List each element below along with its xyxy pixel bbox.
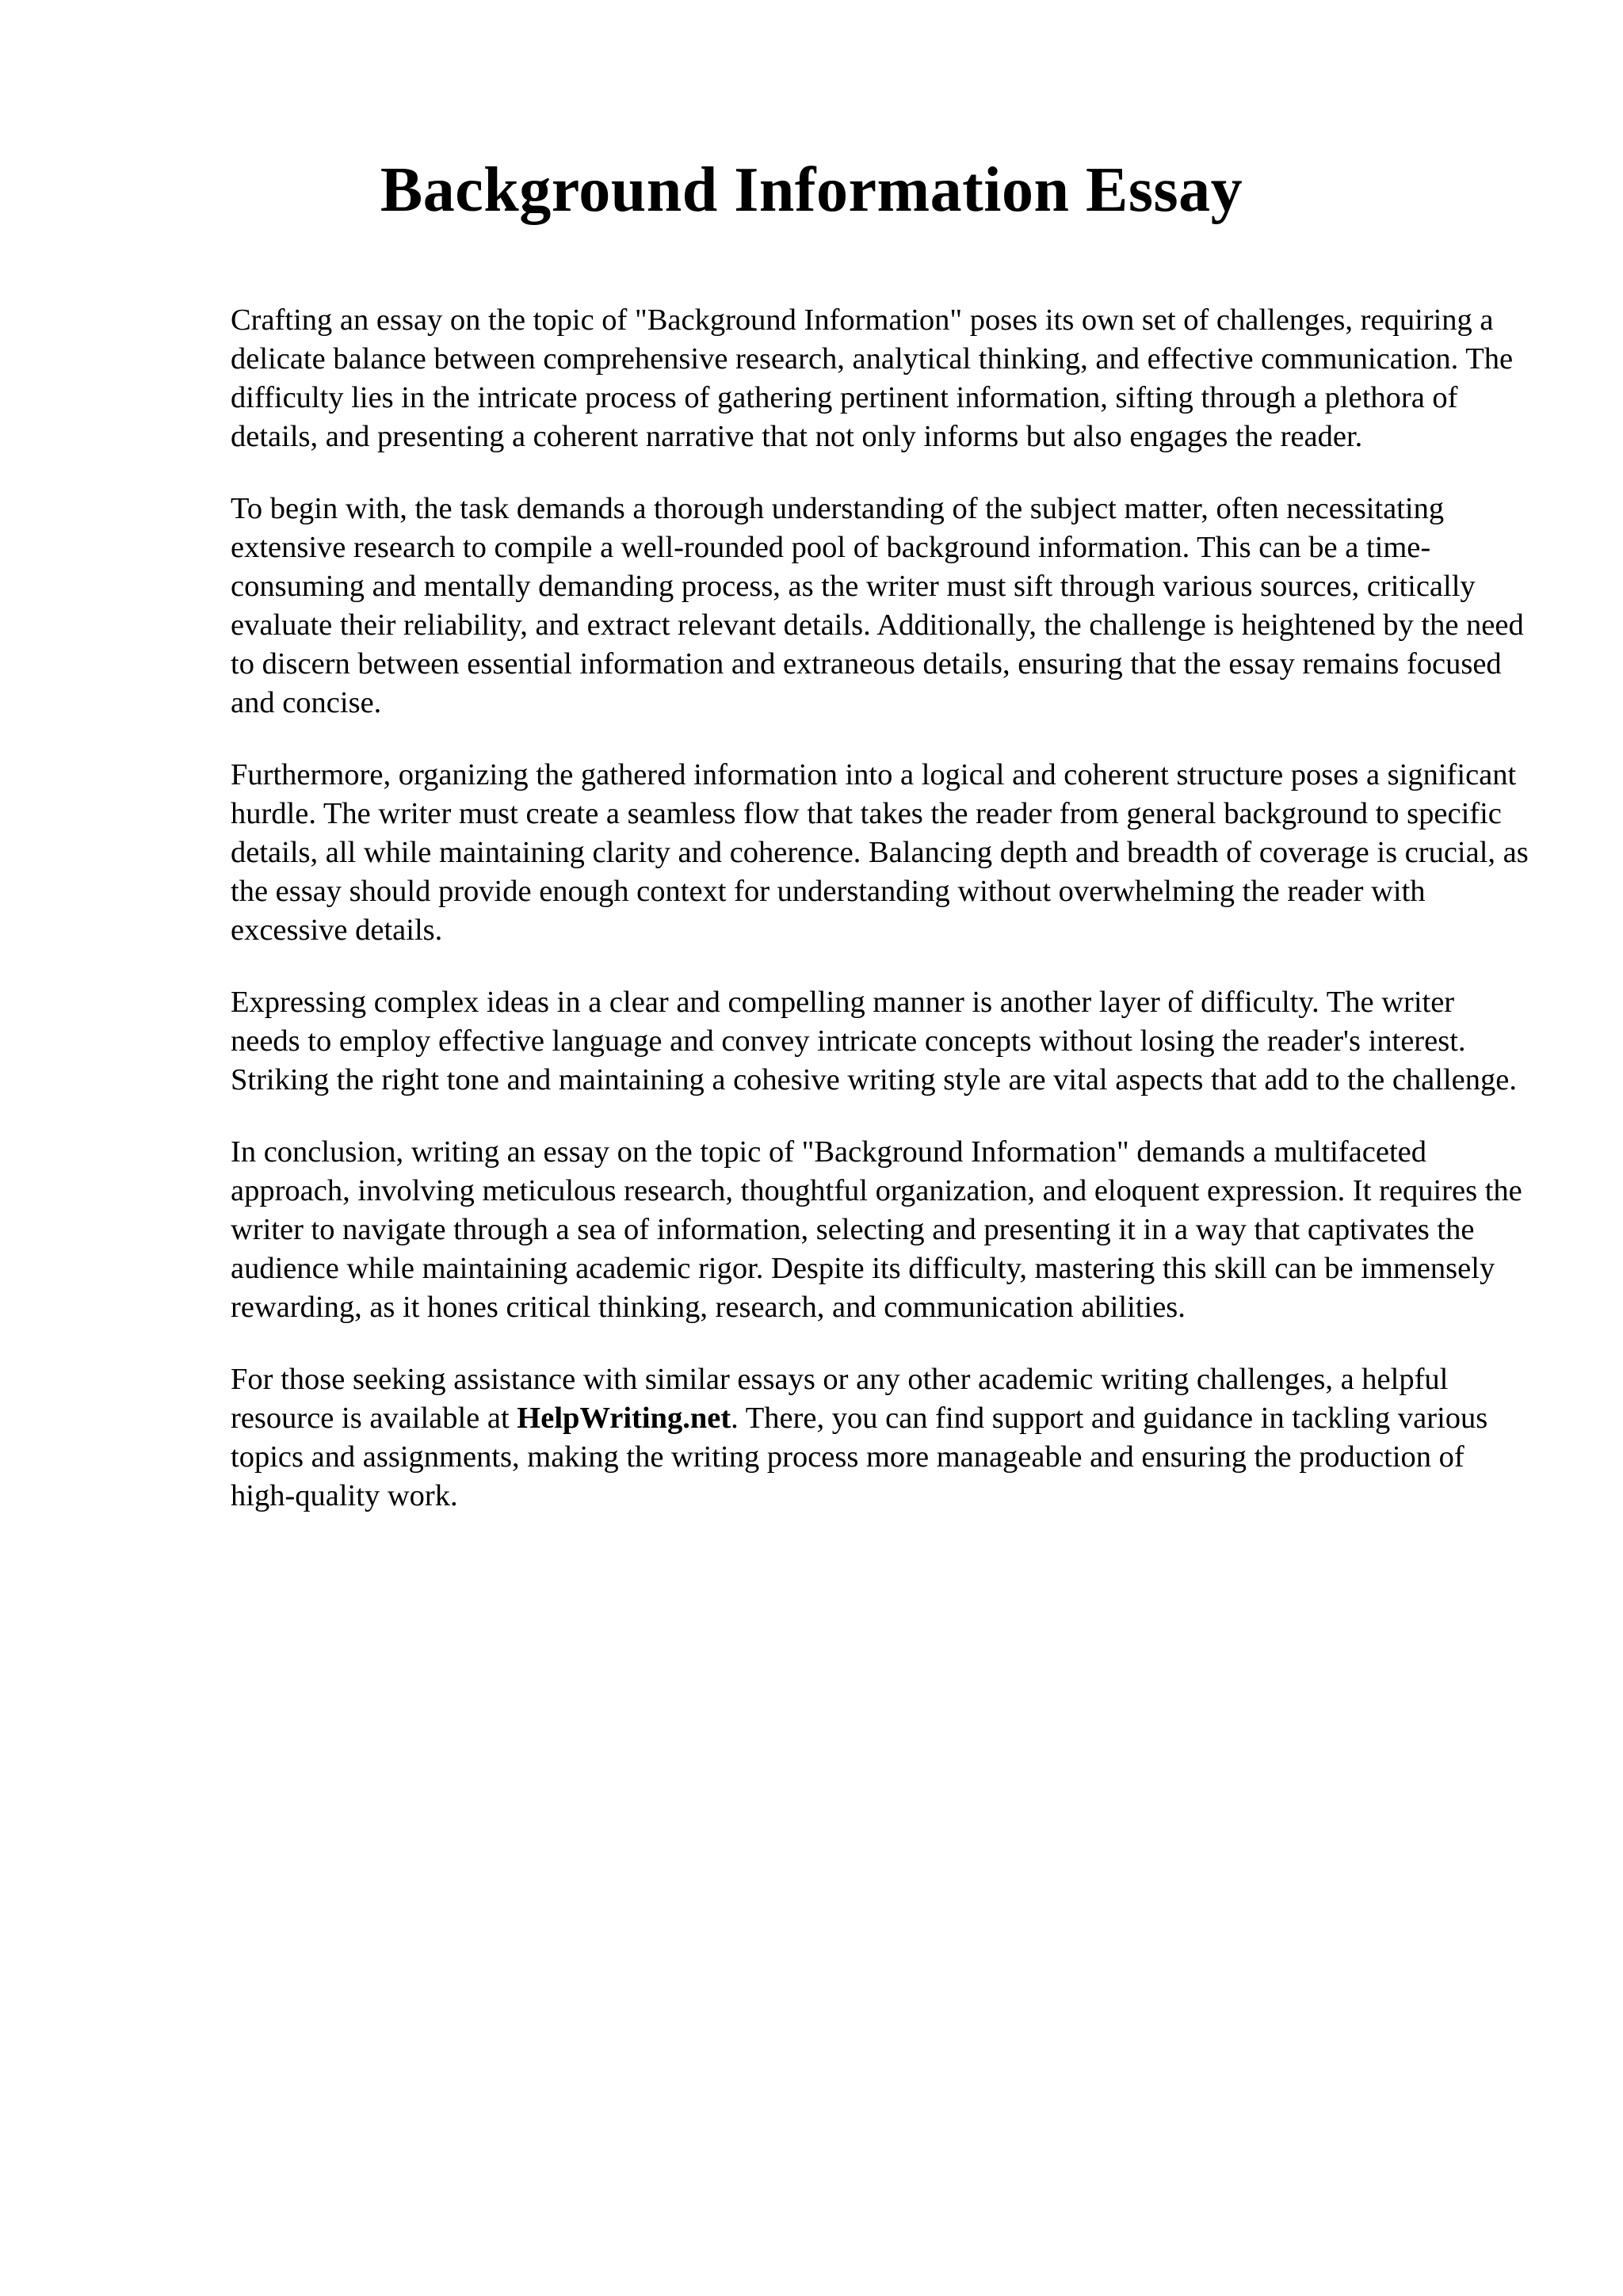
resource-text-before: For those seeking assistance with similar essays or any other academic writing challenges, a helpful resource is available at	[231, 1363, 1449, 1435]
paragraph-intro: Crafting an essay on the topic of "Background Information" poses its own set of challenges, requiring a delicate balance between comprehensive research, analytical thinking, and effective communication. The difficulty lies in the intricate process of gathering pertinent information, sifting through a plethora of details, and presenting a coherent narrative that not only informs but also engages the reader.	[231, 303, 1514, 453]
document-title: Background Information Essay	[380, 155, 1243, 225]
paragraph-organization: Furthermore, organizing the gathered information into a logical and coherent structure poses a significant hurdle. The writer must create a seamless flow that takes the reader from general background to specific details, all while maintaining clarity and coherence. Balancing depth and breadth of coverage is crucial, as the essay should provide enough context for understanding without overwhelming the reader with excessive details.	[231, 758, 1529, 947]
document-body	[231, 301, 1530, 1549]
paragraph-conclusion: In conclusion, writing an essay on the topic of "Background Information" demands a multifaceted approach, involving meticulous research, thoughtful organization, and eloquent expression. It requires the writer to navigate through a sea of information, selecting and presenting it in a way that captivates the audience while maintaining academic rigor. Despite its difficulty, mastering this skill can be immensely rewarding, as it hones critical thinking, research, and communication abilities.	[231, 1135, 1522, 1324]
paragraph-expression: Expressing complex ideas in a clear and compelling manner is another layer of difficulty. The writer needs to employ effective language and convey intricate concepts without losing the reader's interest. Striking the right tone and maintaining a cohesive writing style are vital aspects that add to the challenge.	[231, 986, 1517, 1097]
resource-text-after: . There, you can find support and guidance in tackling various topics and assignments, making the writing process more manageable and ensuring the production of high-quality work.	[231, 1402, 1488, 1512]
helpwriting-link[interactable]: HelpWriting.net	[517, 1402, 731, 1435]
paragraph-research: To begin with, the task demands a thorough understanding of the subject matter, often necessitating extensive research to compile a well-rounded pool of background information. This can be a time-consuming and mentally demanding process, as the writer must sift through various sources, critically evaluate their reliability, and extract relevant details. Additionally, the challenge is heightened by the need to discern between essential information and extraneous details, ensuring that the essay remains focused and concise.	[231, 492, 1524, 719]
paragraph-resource	[231, 1360, 1530, 1516]
